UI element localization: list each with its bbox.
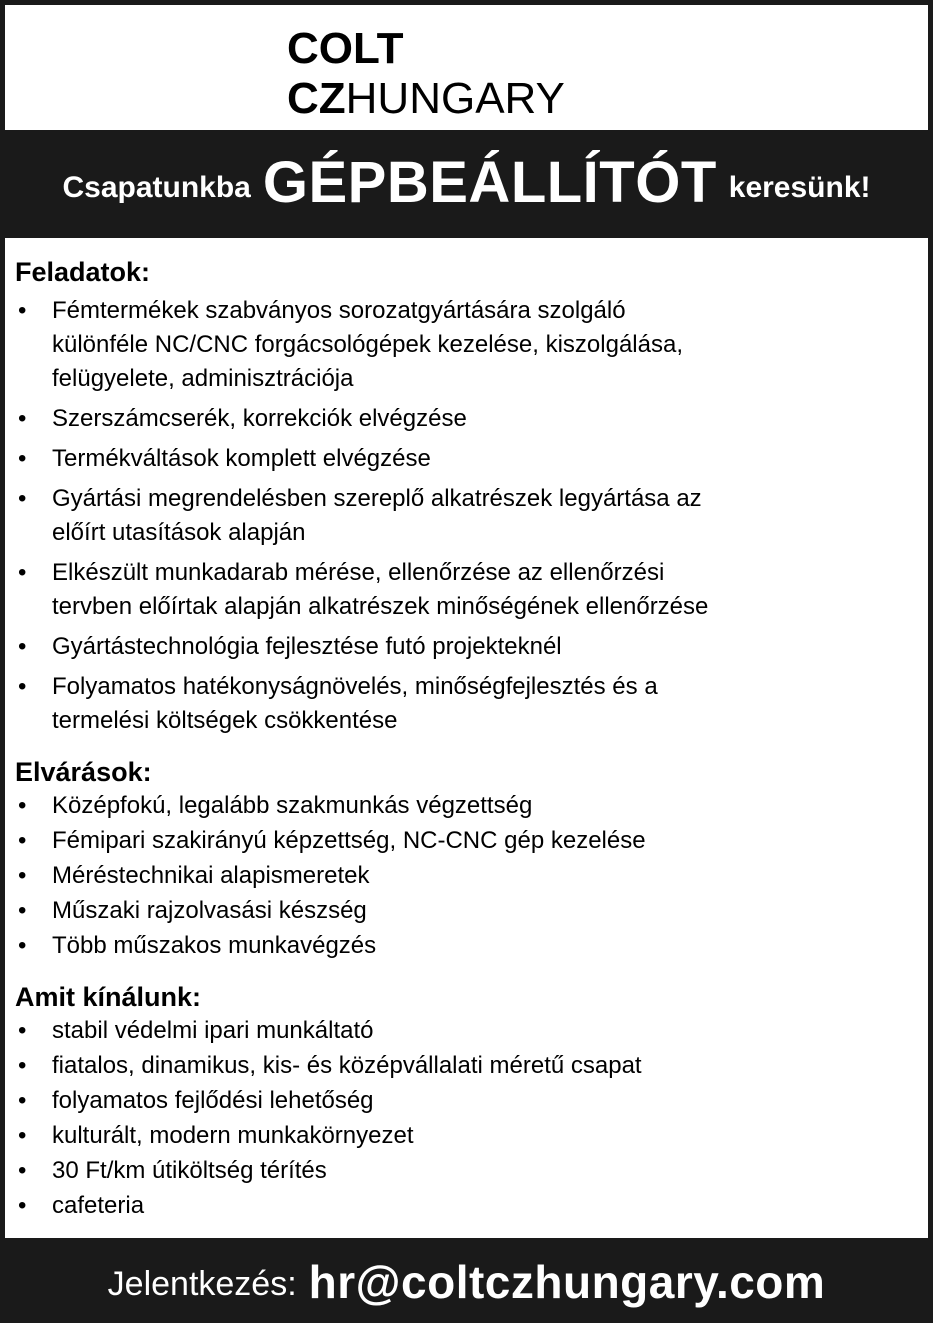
logo-line-2-bold: CZ xyxy=(287,74,346,120)
apply-email[interactable]: hr@coltczhungary.com xyxy=(308,1255,826,1308)
list-item-text: 30 Ft/km útiköltség térítés xyxy=(52,1157,327,1184)
tasks-list xyxy=(15,294,920,738)
requirements-heading: Elvárások: xyxy=(15,757,152,787)
svg-text:CZHUNGARY xyxy=(287,74,565,120)
apply-label: Jelentkezés: xyxy=(107,1265,297,1303)
offer-section xyxy=(15,981,920,1223)
bullet-icon: • xyxy=(18,1192,27,1219)
bullet-icon: • xyxy=(18,862,27,889)
bullet-icon: • xyxy=(18,1122,27,1149)
bullet-icon: • xyxy=(18,559,27,586)
list-item-line: előírt utasítások alapján xyxy=(52,519,306,546)
list-item xyxy=(15,402,920,436)
list-item xyxy=(15,1014,920,1048)
list-item xyxy=(15,894,920,928)
list-item-line: különféle NC/CNC forgácsológépek kezelése, kiszolgálása, xyxy=(52,331,683,358)
headline xyxy=(0,130,933,235)
list-item xyxy=(15,556,920,624)
list-item-line: Fémtermékek szabványos sorozatgyártására szolgáló xyxy=(52,297,626,324)
bullet-icon: • xyxy=(18,792,27,819)
list-item-line: Gyártástechnológia fejlesztése futó projekteknél xyxy=(52,633,562,660)
list-item-text: stabil védelmi ipari munkáltató xyxy=(52,1017,374,1044)
list-item xyxy=(15,1119,920,1153)
list-item xyxy=(15,824,920,858)
bullet-icon: • xyxy=(18,932,27,959)
list-item-line: tervben előírtak alapján alkatrészek minőségének ellenőrzése xyxy=(52,593,709,620)
list-item xyxy=(15,442,920,476)
list-item xyxy=(15,1189,920,1223)
list-item xyxy=(15,1084,920,1118)
bullet-icon: • xyxy=(18,1052,27,1079)
bullet-icon: • xyxy=(18,405,27,432)
list-item-text: Több műszakos munkavégzés xyxy=(52,932,377,959)
logo-line-2-light: HUNGARY xyxy=(345,74,565,120)
footer xyxy=(0,1240,933,1323)
bullet-icon: • xyxy=(18,1017,27,1044)
offer-heading: Amit kínálunk: xyxy=(15,982,202,1012)
bullet-icon: • xyxy=(18,445,27,472)
list-item-line: felügyelete, adminisztrációja xyxy=(52,365,354,392)
tasks-heading: Feladatok: xyxy=(15,257,151,287)
list-item xyxy=(15,929,920,963)
list-item xyxy=(15,482,920,550)
list-item xyxy=(15,1049,920,1083)
list-item-text: Fémipari szakirányú képzettség, NC-CNC gép kezelése xyxy=(52,827,646,854)
list-item xyxy=(15,630,920,664)
logo-area xyxy=(5,5,928,130)
list-item xyxy=(15,1154,920,1188)
list-item xyxy=(15,789,920,823)
bullet-icon: • xyxy=(18,297,27,324)
bullet-icon: • xyxy=(18,897,27,924)
list-item-line: Elkészült munkadarab mérése, ellenőrzése az ellenőrzési xyxy=(52,559,665,586)
headline-position: GÉPBEÁLLÍTÓT xyxy=(262,150,717,215)
list-item xyxy=(15,670,920,738)
list-item-text: cafeteria xyxy=(52,1192,145,1219)
content-panel xyxy=(5,238,928,1238)
tasks-section xyxy=(15,256,920,738)
list-item-line: termelési költségek csökkentése xyxy=(52,707,398,734)
logo-line-1: COLT xyxy=(287,25,404,73)
list-item xyxy=(15,294,920,396)
list-item-text: Műszaki rajzolvasási készség xyxy=(52,897,367,924)
requirements-section xyxy=(15,756,920,963)
list-item-line: Folyamatos hatékonyságnövelés, minőségfejlesztés és a xyxy=(52,673,658,700)
list-item-line: Szerszámcserék, korrekciók elvégzése xyxy=(52,405,467,432)
offer-list xyxy=(15,1014,920,1223)
bullet-icon: • xyxy=(18,1157,27,1184)
bullet-icon: • xyxy=(18,1087,27,1114)
bullet-icon: • xyxy=(18,633,27,660)
headline-before: Csapatunkba xyxy=(62,170,251,204)
list-item-text: Méréstechnikai alapismeretek xyxy=(52,862,370,889)
bullet-icon: • xyxy=(18,673,27,700)
list-item-line: Termékváltások komplett elvégzése xyxy=(52,445,431,472)
list-item-text: folyamatos fejlődési lehetőség xyxy=(52,1087,374,1114)
list-item-text: Középfokú, legalább szakmunkás végzettség xyxy=(52,792,533,819)
requirements-list xyxy=(15,789,920,963)
list-item-text: fiatalos, dinamikus, kis- és középvállalati méretű csapat xyxy=(52,1052,642,1079)
headline-after: keresünk! xyxy=(728,170,871,204)
bullet-icon: • xyxy=(18,827,27,854)
list-item xyxy=(15,859,920,893)
company-logo xyxy=(287,25,637,120)
bullet-icon: • xyxy=(18,485,27,512)
list-item-line: Gyártási megrendelésben szereplő alkatrészek legyártása az xyxy=(52,485,702,512)
list-item-text: kulturált, modern munkakörnyezet xyxy=(52,1122,414,1149)
